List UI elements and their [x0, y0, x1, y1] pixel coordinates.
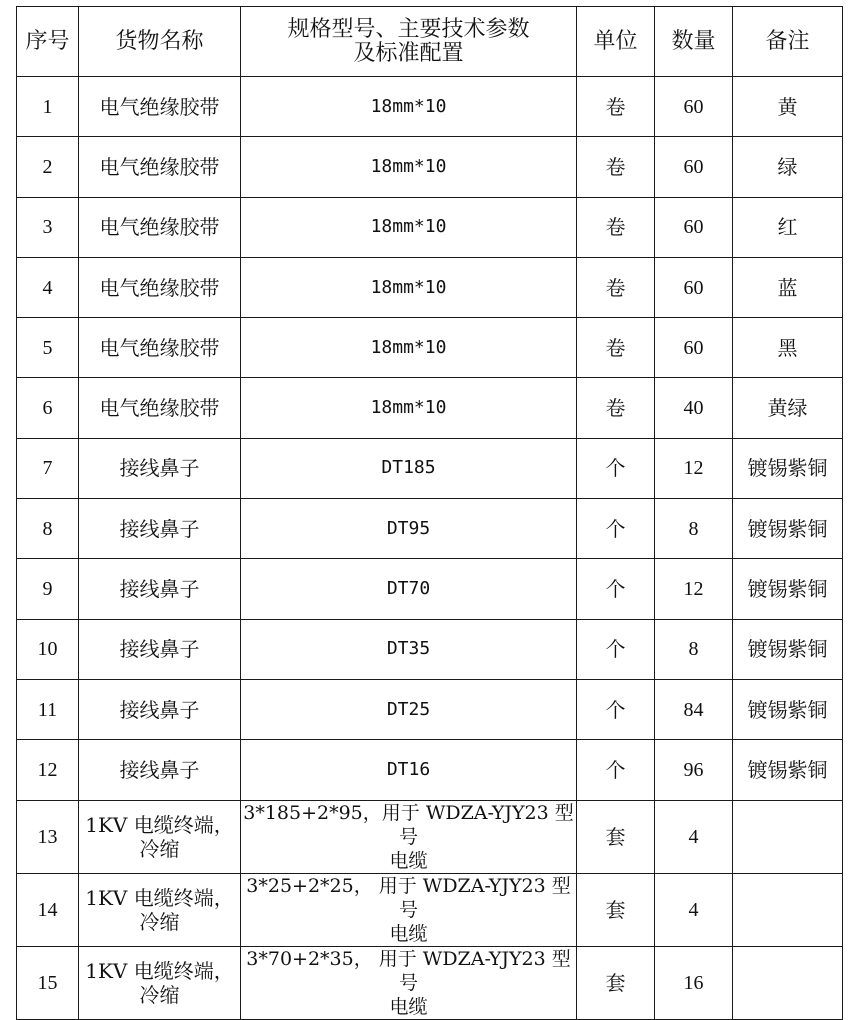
cell-note — [733, 946, 843, 1019]
cell-spec-line2: 电缆 — [389, 922, 428, 945]
cell-spec — [241, 559, 577, 619]
cell-spec-line1: 3*70+2*35， 用于 WDZA-YJY23 型号 — [246, 947, 571, 994]
table-row — [17, 197, 843, 257]
cell-unit: 个 — [577, 499, 655, 559]
cell-qty: 12 — [655, 438, 733, 498]
cell-spec — [241, 873, 577, 946]
cell-spec-line1: 18mm*10 — [370, 336, 447, 358]
cell-note — [733, 873, 843, 946]
cell-spec-line1: DT185 — [381, 457, 436, 479]
cell-seq: 6 — [17, 378, 79, 438]
cell-unit: 个 — [577, 619, 655, 679]
cell-name — [79, 800, 241, 873]
cell-spec — [241, 619, 577, 679]
table-row — [17, 559, 843, 619]
cell-note — [733, 800, 843, 873]
cell-spec-line1: DT35 — [386, 638, 431, 660]
cell-spec — [241, 946, 577, 1019]
cell-spec-line1: DT70 — [386, 578, 431, 600]
cell-name-line1: 接线鼻子 — [119, 456, 200, 481]
table-row — [17, 77, 843, 137]
cell-name — [79, 197, 241, 257]
cell-qty: 60 — [655, 77, 733, 137]
cell-qty: 60 — [655, 318, 733, 378]
cell-note: 镀锡紫铜 — [733, 559, 843, 619]
cell-name-line1: 电气绝缘胶带 — [99, 215, 220, 240]
cell-spec — [241, 800, 577, 873]
header-row — [17, 7, 843, 77]
header-spec — [241, 7, 577, 77]
cell-name-line1: 1KV 电缆终端， — [85, 885, 234, 910]
header-qty: 数量 — [655, 7, 733, 77]
cell-note: 镀锡紫铜 — [733, 438, 843, 498]
table-row — [17, 378, 843, 438]
cell-spec-line2: 电缆 — [389, 995, 428, 1018]
cell-seq: 10 — [17, 619, 79, 679]
cell-seq: 2 — [17, 137, 79, 197]
cell-note: 镀锡紫铜 — [733, 619, 843, 679]
cell-note: 黄 — [733, 77, 843, 137]
cell-spec — [241, 77, 577, 137]
cell-seq: 3 — [17, 197, 79, 257]
cell-unit: 卷 — [577, 197, 655, 257]
table-row — [17, 257, 843, 317]
cell-name-line1: 1KV 电缆终端， — [85, 958, 234, 983]
cell-name-line1: 电气绝缘胶带 — [99, 154, 220, 179]
cell-seq: 1 — [17, 77, 79, 137]
cell-seq: 12 — [17, 740, 79, 800]
cell-name — [79, 873, 241, 946]
cell-spec — [241, 137, 577, 197]
table-body — [17, 77, 843, 1020]
cell-name-line2: 冷缩 — [139, 836, 180, 861]
cell-name-line1: 1KV 电缆终端， — [85, 812, 234, 837]
cell-qty: 4 — [655, 800, 733, 873]
cell-spec-line1: 18mm*10 — [370, 155, 447, 177]
cell-qty: 60 — [655, 197, 733, 257]
cell-name — [79, 499, 241, 559]
cell-spec-line1: 18mm*10 — [370, 276, 447, 298]
cell-qty: 60 — [655, 257, 733, 317]
cell-name-line1: 接线鼻子 — [119, 516, 200, 541]
cell-qty: 60 — [655, 137, 733, 197]
cell-seq: 14 — [17, 873, 79, 946]
cell-spec — [241, 679, 577, 739]
cell-note: 镀锡紫铜 — [733, 679, 843, 739]
cell-spec — [241, 257, 577, 317]
cell-unit: 个 — [577, 438, 655, 498]
cell-name — [79, 378, 241, 438]
cell-unit: 卷 — [577, 77, 655, 137]
cell-name-line1: 接线鼻子 — [119, 697, 200, 722]
table-row — [17, 679, 843, 739]
cell-note: 红 — [733, 197, 843, 257]
cell-unit: 套 — [577, 800, 655, 873]
cell-name — [79, 619, 241, 679]
cell-note: 黑 — [733, 318, 843, 378]
cell-spec-line1: DT95 — [386, 517, 431, 539]
header-seq: 序号 — [17, 7, 79, 77]
cell-note: 黄绿 — [733, 378, 843, 438]
cell-unit: 套 — [577, 873, 655, 946]
header-name: 货物名称 — [79, 7, 241, 77]
cell-unit: 卷 — [577, 257, 655, 317]
cell-unit: 套 — [577, 946, 655, 1019]
header-note: 备注 — [733, 7, 843, 77]
cell-name — [79, 318, 241, 378]
cell-name — [79, 137, 241, 197]
cell-name-line2: 冷缩 — [139, 909, 180, 934]
cell-spec-line1: 18mm*10 — [370, 95, 447, 117]
cell-seq: 13 — [17, 800, 79, 873]
table-row — [17, 800, 843, 873]
cell-unit: 卷 — [577, 318, 655, 378]
cell-qty: 8 — [655, 499, 733, 559]
cell-name — [79, 257, 241, 317]
cell-unit: 个 — [577, 679, 655, 739]
cell-name-line1: 电气绝缘胶带 — [99, 335, 220, 360]
header-spec-line2: 及标准配置 — [353, 40, 464, 66]
cell-name-line1: 电气绝缘胶带 — [99, 275, 220, 300]
cell-spec — [241, 438, 577, 498]
cell-spec-line1: 18mm*10 — [370, 397, 447, 419]
cell-unit: 卷 — [577, 137, 655, 197]
cell-spec-line1: DT16 — [386, 758, 431, 780]
table-row — [17, 873, 843, 946]
cell-name-line1: 电气绝缘胶带 — [99, 94, 220, 119]
cell-spec — [241, 499, 577, 559]
cell-spec — [241, 197, 577, 257]
cell-name-line1: 接线鼻子 — [119, 757, 200, 782]
cell-unit: 个 — [577, 740, 655, 800]
cell-name-line1: 接线鼻子 — [119, 637, 200, 662]
cell-qty: 96 — [655, 740, 733, 800]
cell-unit: 个 — [577, 559, 655, 619]
table-row — [17, 619, 843, 679]
cell-name — [79, 946, 241, 1019]
table-row — [17, 318, 843, 378]
cell-spec — [241, 740, 577, 800]
cell-name — [79, 679, 241, 739]
cell-qty: 40 — [655, 378, 733, 438]
cell-unit: 卷 — [577, 378, 655, 438]
cell-name — [79, 438, 241, 498]
cell-seq: 15 — [17, 946, 79, 1019]
cell-note: 蓝 — [733, 257, 843, 317]
table-row — [17, 946, 843, 1019]
cell-name-line1: 电气绝缘胶带 — [99, 396, 220, 421]
cell-qty: 12 — [655, 559, 733, 619]
cell-spec-line1: DT25 — [386, 698, 431, 720]
cell-seq: 9 — [17, 559, 79, 619]
cell-seq: 11 — [17, 679, 79, 739]
cell-name — [79, 740, 241, 800]
cell-seq: 4 — [17, 257, 79, 317]
cell-qty: 84 — [655, 679, 733, 739]
header-spec-line1: 规格型号、主要技术参数 — [287, 16, 530, 42]
cell-seq: 5 — [17, 318, 79, 378]
header-unit: 单位 — [577, 7, 655, 77]
table-row — [17, 137, 843, 197]
table-row — [17, 740, 843, 800]
cell-spec-line1: 3*185+2*95，用于 WDZA-YJY23 型号 — [243, 801, 574, 848]
cell-spec-line1: 18mm*10 — [370, 216, 447, 238]
cell-name-line1: 接线鼻子 — [119, 577, 200, 602]
cell-qty: 4 — [655, 873, 733, 946]
cell-note: 镀锡紫铜 — [733, 740, 843, 800]
cell-spec-line2: 电缆 — [389, 849, 428, 872]
cell-qty: 8 — [655, 619, 733, 679]
cell-name-line2: 冷缩 — [139, 982, 180, 1007]
cell-qty: 16 — [655, 946, 733, 1019]
cell-seq: 8 — [17, 499, 79, 559]
cell-name — [79, 559, 241, 619]
cell-spec — [241, 378, 577, 438]
table-row — [17, 438, 843, 498]
cell-note: 镀锡紫铜 — [733, 499, 843, 559]
cell-spec — [241, 318, 577, 378]
table-row — [17, 499, 843, 559]
cell-note: 绿 — [733, 137, 843, 197]
goods-table — [16, 6, 843, 1020]
cell-seq: 7 — [17, 438, 79, 498]
cell-spec-line1: 3*25+2*25， 用于 WDZA-YJY23 型号 — [246, 874, 571, 921]
cell-name — [79, 77, 241, 137]
